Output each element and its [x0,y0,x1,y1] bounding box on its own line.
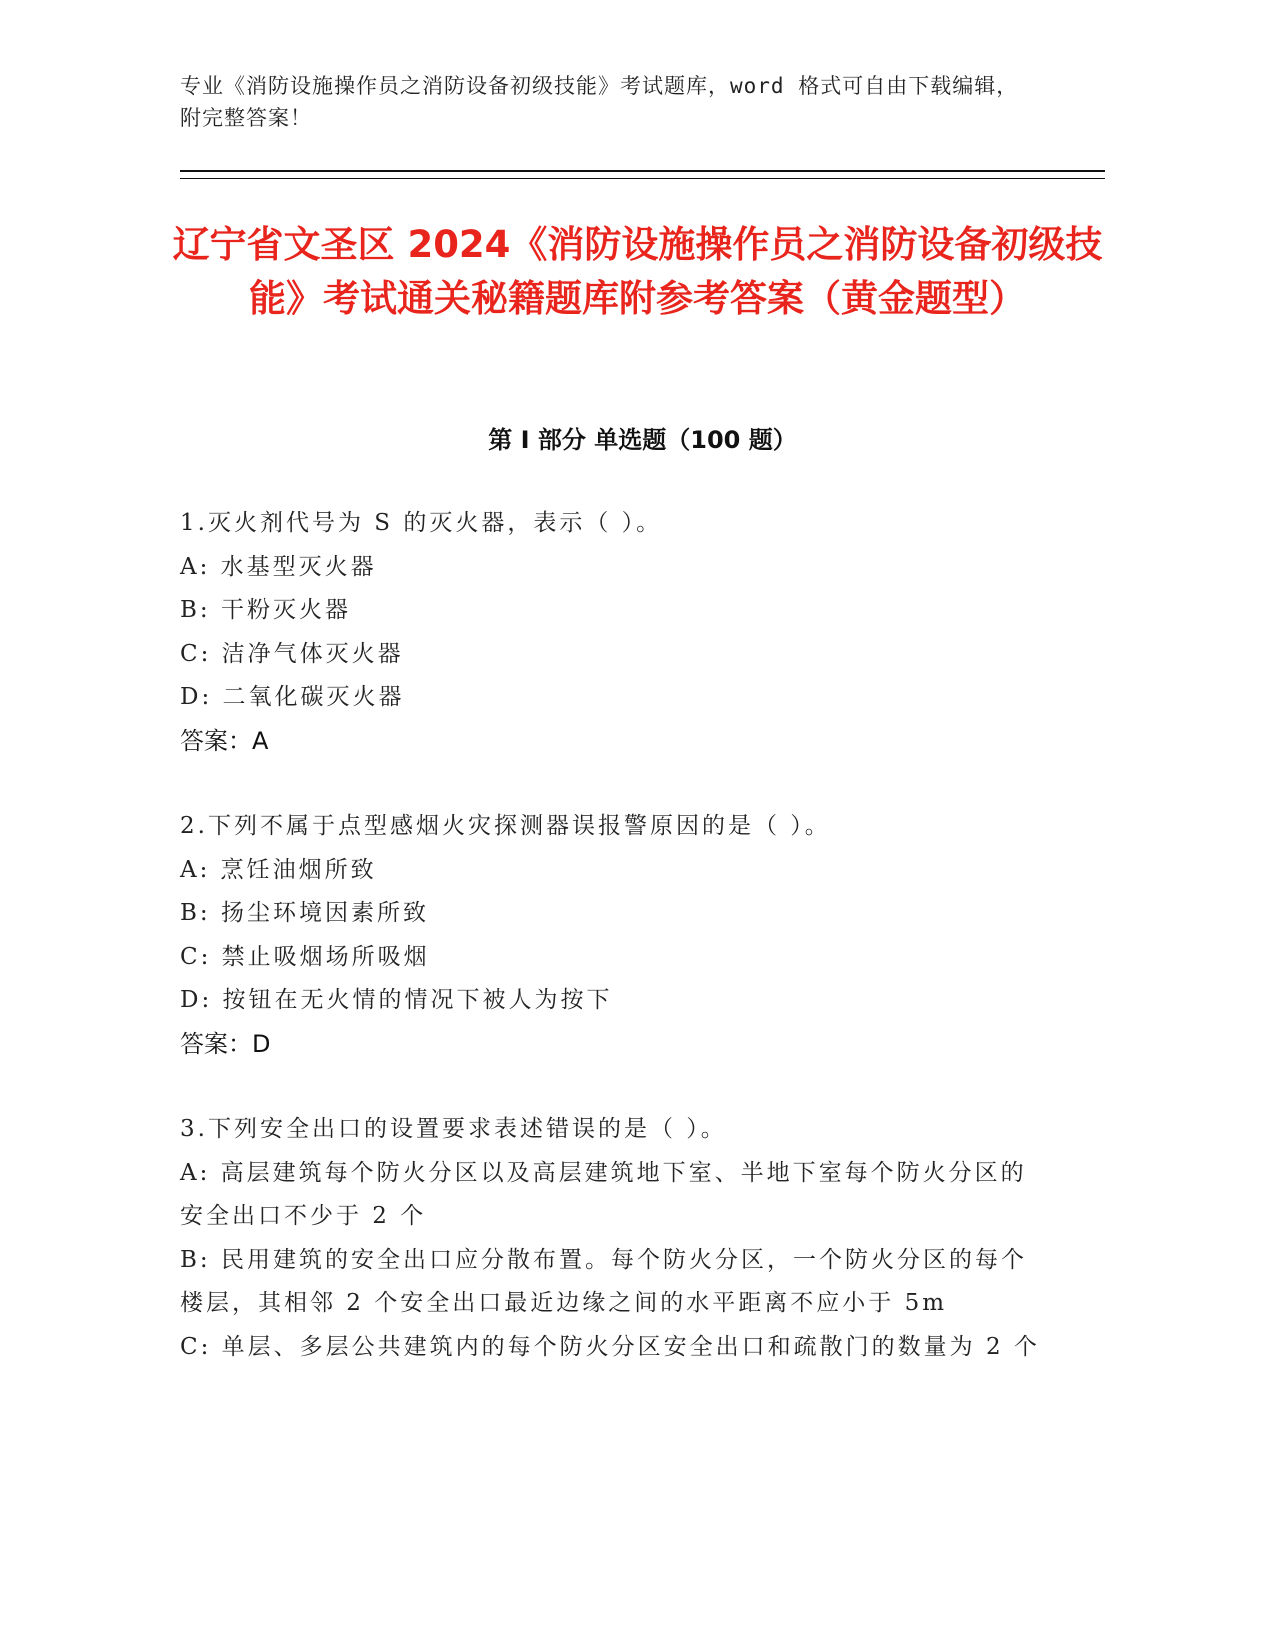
option-c: C: 单层、多层公共建筑内的每个防火分区安全出口和疏散门的数量为 2 个 [180,1333,1040,1360]
question-stem: 1.灭火剂代号为 S 的灭火器，表示（ ）。 [180,510,663,536]
question-1 [180,502,1040,763]
header-rule-thin [180,178,1105,179]
question-stem: 2.下列不属于点型感烟火灾探测器误报警原因的是（ ）。 [180,813,831,839]
question-list [180,502,1040,1411]
option-c: C: 禁止吸烟场所吸烟 [180,943,430,970]
header-rule-thick [180,170,1105,172]
document-title: 辽宁省文圣区 2024《消防设施操作员之消防设备初级技能》考试通关秘籍题库附参考答案（黄金题型） [172,223,1103,320]
header-note: 专业《消防设施操作员之消防设备初级技能》考试题库，word 格式可自由下载编辑，附完整答案！ [180,74,1019,130]
option-d: D: 按钮在无火情的情况下被人为按下 [180,987,613,1013]
option-a: A: 烹饪油烟所致 [180,856,377,883]
answer: 答案：D [180,1029,271,1058]
option-b: B: 民用建筑的安全出口应分散布置。每个防火分区，一个防火分区的每个楼层，其相邻 2 个安全出口最近边缘之间的水平距离不应小于 5m [180,1246,1027,1316]
question-stem: 3.下列安全出口的设置要求表述错误的是（ ）。 [180,1116,727,1142]
option-b: B: 干粉灭火器 [180,597,351,623]
option-d: D: 二氧化碳灭火器 [180,684,405,710]
option-c: C: 洁净气体灭火器 [180,640,404,667]
option-a: A: 水基型灭火器 [180,553,377,580]
question-2 [180,805,1040,1066]
section-heading: 第 I 部分 单选题（100 题） [488,426,797,454]
question-3 [180,1108,1040,1369]
option-a: A: 高层建筑每个防火分区以及高层建筑地下室、半地下室每个防火分区的安全出口不少于 2 个 [180,1159,1027,1229]
option-b: B: 扬尘环境因素所致 [180,900,429,926]
answer: 答案：A [180,726,269,755]
